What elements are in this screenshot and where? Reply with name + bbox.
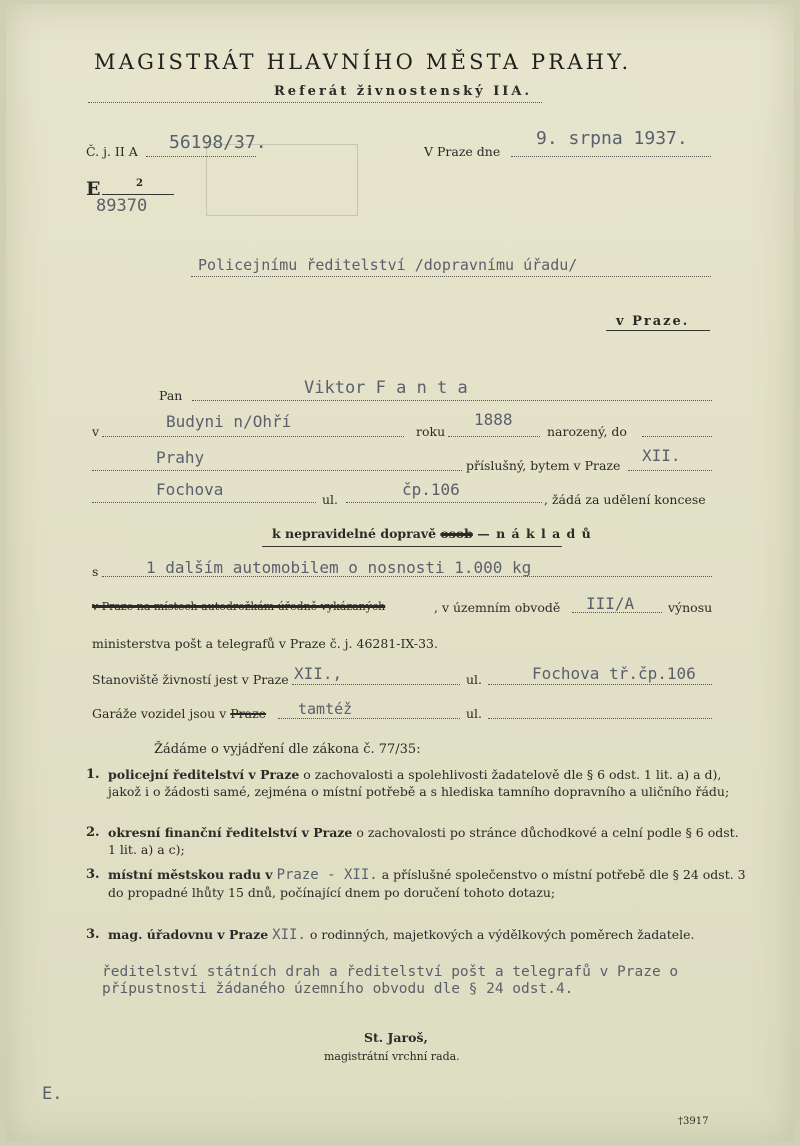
ul-label: ul.: [322, 492, 339, 507]
city-rule: [606, 330, 710, 331]
item-fill: Praze - XII.: [276, 867, 378, 883]
territory: III/A: [586, 594, 635, 613]
footer-mark: E.: [42, 1084, 63, 1104]
file-rule: [102, 194, 174, 195]
heading-part-b: — n á k l a d ů: [477, 526, 592, 541]
request-label: , žádá za udělení koncese: [544, 492, 706, 507]
item-number: 1.: [86, 767, 100, 782]
street-dots: [92, 502, 316, 503]
street: Fochova: [156, 480, 224, 499]
territory-label: , v územním obvodě: [434, 600, 561, 615]
item-bold: mag. úřadovnu v Praze: [108, 927, 269, 942]
garage-ul-label: ul.: [466, 706, 483, 721]
seat-ul-label: ul.: [466, 672, 483, 687]
struck-location: v Praze na místech autodrožkám úředně vykázaných: [92, 600, 386, 613]
heading-part-a: k nepravidelné dopravě: [272, 526, 437, 541]
recipient-city: v Praze.: [616, 314, 690, 329]
heading-struck: osob: [440, 526, 473, 541]
roku-dots: [448, 436, 540, 437]
vehicles: 1 dalším automobilem o nosnosti 1.000 kg: [146, 558, 532, 577]
birthplace: Budyni n/Ohří: [166, 412, 292, 431]
item-text: o zachovalosti po stránce důchodkové a celní podle § 6 odst. 1 lit. a) a c);: [108, 825, 739, 857]
seat-street-dots: [488, 684, 712, 685]
file-number: 89370: [96, 196, 148, 216]
domicile-dots: [92, 470, 462, 471]
request-item-1: [86, 766, 746, 818]
file-sup: 2: [136, 178, 143, 189]
house-number: čp.106: [402, 480, 460, 499]
born-label: narozený, do: [547, 424, 627, 439]
item-bold: místní městskou radu v: [108, 867, 273, 882]
typed-addendum: ředitelství státních drah a ředitelství pošt a telegrafů v Praze o přípustnosti žádaného územního obvodu dle § 24 odst.4.: [102, 964, 679, 997]
cj-number: 56198/37.: [169, 132, 267, 153]
office-subtitle: Referát živnostenský IIA.: [274, 84, 532, 99]
resident-district: XII.: [642, 446, 681, 465]
item-fill: XII.: [272, 927, 306, 943]
file-mark: E: [86, 178, 101, 200]
request-item-3: [86, 866, 746, 918]
office-title: MAGISTRÁT HLAVNÍHO MĚSTA PRAHY.: [94, 50, 632, 74]
request-item-2: [86, 824, 746, 860]
document-sheet: [6, 4, 794, 1142]
seat-district: XII.,: [294, 664, 343, 683]
garage-label-text: Garáže vozidel jsou v: [92, 706, 227, 721]
signature-title: magistrátní vrchní rada.: [324, 1050, 460, 1063]
pan-label: Pan: [159, 388, 183, 403]
garage-label: [92, 706, 266, 721]
item-text: o zachovalosti a spolehlivosti žadatelově dle § 6 odst. 1 lit. a) a d), jakož i o žádosti samé, zejména o místní potřebě a s hlediska tamního dopravního a uličního řádu;: [108, 767, 730, 799]
item-number: 3.: [86, 867, 100, 882]
item-number: 2.: [86, 825, 100, 840]
house-dots: [346, 502, 542, 503]
date-value: 9. srpna 1937.: [536, 128, 688, 149]
cj-dots: [146, 156, 256, 157]
heading-rule: [262, 546, 562, 547]
item-bold: policejní ředitelství v Praze: [108, 767, 300, 782]
district-dots: [628, 470, 712, 471]
item-number: 3.: [86, 927, 100, 942]
born-dots: [642, 436, 712, 437]
request-item-4: [86, 926, 746, 962]
v-label: v: [92, 424, 100, 439]
seat-street: Fochova tř.čp.106: [532, 664, 696, 683]
roku-label: roku: [416, 424, 446, 439]
s-label: s: [92, 564, 99, 579]
decree-label: výnosu: [668, 600, 713, 615]
item-text: a příslušné společenstvo o místní potřebě dle § 24 odst. 3 do propadné lhůty 15 dnů, počínající dnem po doručení tohoto dotazu;: [108, 867, 746, 900]
seat-dots: [292, 684, 460, 685]
print-code: †3917: [678, 1116, 709, 1127]
faint-stamp: [206, 144, 358, 216]
concession-heading: [272, 526, 592, 541]
domicile: Prahy: [156, 448, 205, 467]
v-dots: [102, 436, 404, 437]
subtitle-rule: [88, 102, 542, 103]
garage-struck: Praze: [230, 706, 267, 721]
item-bold: okresní finanční ředitelství v Praze: [108, 825, 353, 840]
recipient-name: Policejnímu ředitelství /dopravnímu úřadu/: [198, 256, 578, 274]
cj-label: Č. j. II A: [86, 144, 138, 159]
date-dots: [511, 156, 711, 157]
resident-label: příslušný, bytem v Praze: [466, 458, 621, 473]
birth-year: 1888: [474, 410, 513, 429]
garage-dots: [278, 718, 460, 719]
date-label: V Praze dne: [424, 144, 501, 159]
pan-dots: [192, 400, 712, 401]
garage-street-dots: [488, 718, 712, 719]
pan-value: Viktor F a n t a: [304, 378, 468, 398]
seat-label: Stanoviště živností jest v Praze: [92, 672, 289, 687]
garage-value: tamtéž: [298, 700, 353, 718]
ministry-line: ministerstva pošt a telegrafů v Praze č. j. 46281-IX-33.: [92, 636, 438, 651]
request-intro: Žádáme o vyjádření dle zákona č. 77/35:: [154, 742, 421, 757]
recipient-dots: [191, 276, 711, 277]
item-text: o rodinných, majetkových a výdělkových poměrech žadatele.: [305, 927, 695, 942]
signature-name: St. Jaroš,: [364, 1030, 428, 1045]
